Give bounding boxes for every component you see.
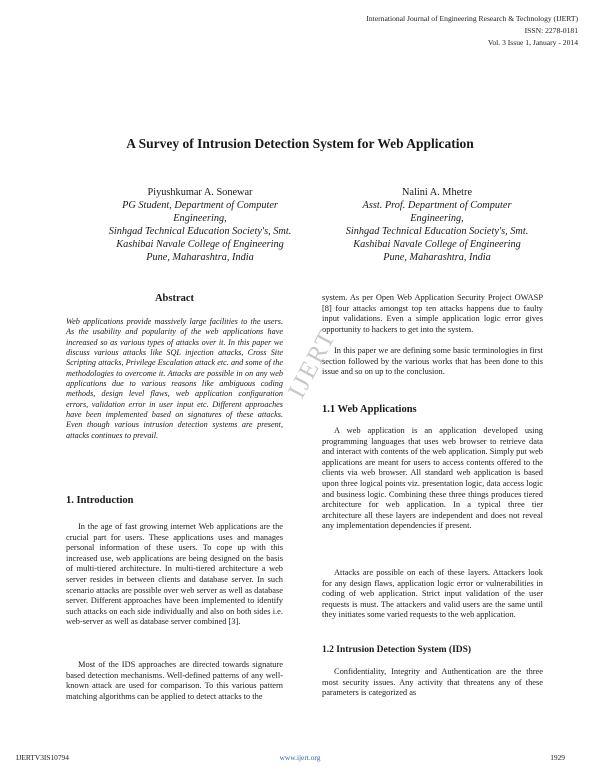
author-affiliation-line: Pune, Maharashtra, India xyxy=(383,252,491,263)
author-affiliation-line: Engineering, xyxy=(173,213,227,224)
author-affiliation-line: Engineering, xyxy=(410,213,464,224)
introduction-heading: 1. Introduction xyxy=(66,495,134,506)
paper-outline-paragraph: In this paper we are defining some basic terminologies in first section followed by the various works that has been done to this issue and so on up to the conclusion. xyxy=(322,346,543,377)
introduction-paragraph-2: Most of the IDS approaches are directed towards signature based detection mechanisms. Well-defined patterns of any well-known attack are used for comparison. To this various pattern matching algorithms can be applied to detect attacks to the xyxy=(66,660,283,701)
journal-issn: ISSN: 2278-0181 xyxy=(524,26,578,35)
continued-paragraph: system. As per Open Web Application Security Project OWASP [8] four attacks amongst top ten attacks happens due to faulty input validations. Even a simple application logic error gives opportunity to hackers to get into the system. xyxy=(322,293,543,334)
abstract-heading: Abstract xyxy=(154,293,195,304)
journal-header xyxy=(366,13,578,49)
author-name: Piyushkumar A. Sonewar xyxy=(147,187,253,198)
author-affiliation-line: Asst. Prof. Department of Computer xyxy=(362,200,512,211)
author-block-2 xyxy=(317,186,557,264)
author-affiliation-line: Kashibai Navale College of Engineering xyxy=(116,239,284,250)
abstract-text: Web applications provide massively large facilities to the users. As the usability and popularity of the web applications have increased so as various types of attacks over it. In this paper we discuss various attacks like SQL injection attacks, Cross Site Scripting attacks, Privilege Escalation attack etc. and some of the methodologies to overcome it. Attacks are possible in on any web applications due to various reasons like ambiguous coding methods, design level flaws, web application configuration errors, validation error in user input etc. Different approaches have been implemented based on signatures of these attacks. Even though various intrusion detection systems are present, attacks continues to prevail. xyxy=(66,317,283,440)
web-applications-paragraph-1: A web application is an application developed using programming languages that uses web browser to retrieve data and interact with contents of the web application. Simply put web applications are meant for users to access contents offered to the clients via web browser. All standard web application is based upon three logical points viz. presentation logic, data access logic and business logic. Combining these three things produces tiered architecture for web application. In a typical three tier architecture all these layers are independent and does not reveal any implementation dependencies if present. xyxy=(322,426,543,531)
author-name: Nalini A. Mhetre xyxy=(401,187,473,198)
web-applications-paragraph-2: Attacks are possible on each of these layers. Attackers look for any design flaws, application logic error or vulnerabilities in coding of web application. Strict input validation of the user requests is must. The attackers and valid users are the same until they initiates some varied requests to the web application. xyxy=(322,568,543,620)
web-applications-heading: 1.1 Web Applications xyxy=(322,404,417,415)
ids-heading: 1.2 Intrusion Detection System (IDS) xyxy=(322,645,472,655)
journal-name: International Journal of Engineering Research & Technology (IJERT) xyxy=(366,14,578,23)
author-affiliation-line: PG Student, Department of Computer xyxy=(122,200,278,211)
ids-paragraph: Confidentiality, Integrity and Authentication are the three most security issues. Any activity that threatens any of these parameters is categorized as xyxy=(322,667,543,698)
footer-page-number: 1929 xyxy=(550,753,565,762)
author-affiliation-line: Sinhgad Technical Education Society's, Smt. xyxy=(345,226,529,237)
author-affiliation-line: Sinhgad Technical Education Society's, Smt. xyxy=(108,226,292,237)
footer-paper-id: IJERTV3IS10794 xyxy=(16,753,69,762)
author-affiliation-line: Kashibai Navale College of Engineering xyxy=(353,239,521,250)
introduction-paragraph-1: In the age of fast growing internet Web applications are the crucial part for users. These applications uses and manages personal information of these users. To cope up with this increased use, web applications are being designed on the basis of multi-tiered architecture. In multi-tiered architecture a web server resides in between clients and database server. In such scenario attacks are possible over web server as well as database server. Different approaches have been implemented to identify such attacks on each side individually and also on both sides i.e. web-server as well as database server combined [3]. xyxy=(66,522,283,627)
journal-volume: Vol. 3 Issue 1, January - 2014 xyxy=(487,38,578,47)
author-block-1 xyxy=(80,186,320,264)
paper-title: A Survey of Intrusion Detection System for Web Application xyxy=(126,136,474,151)
footer-website-link[interactable]: www.ijert.org xyxy=(279,753,321,762)
ijert-watermark: IJERT xyxy=(283,324,342,403)
author-affiliation-line: Pune, Maharashtra, India xyxy=(146,252,254,263)
